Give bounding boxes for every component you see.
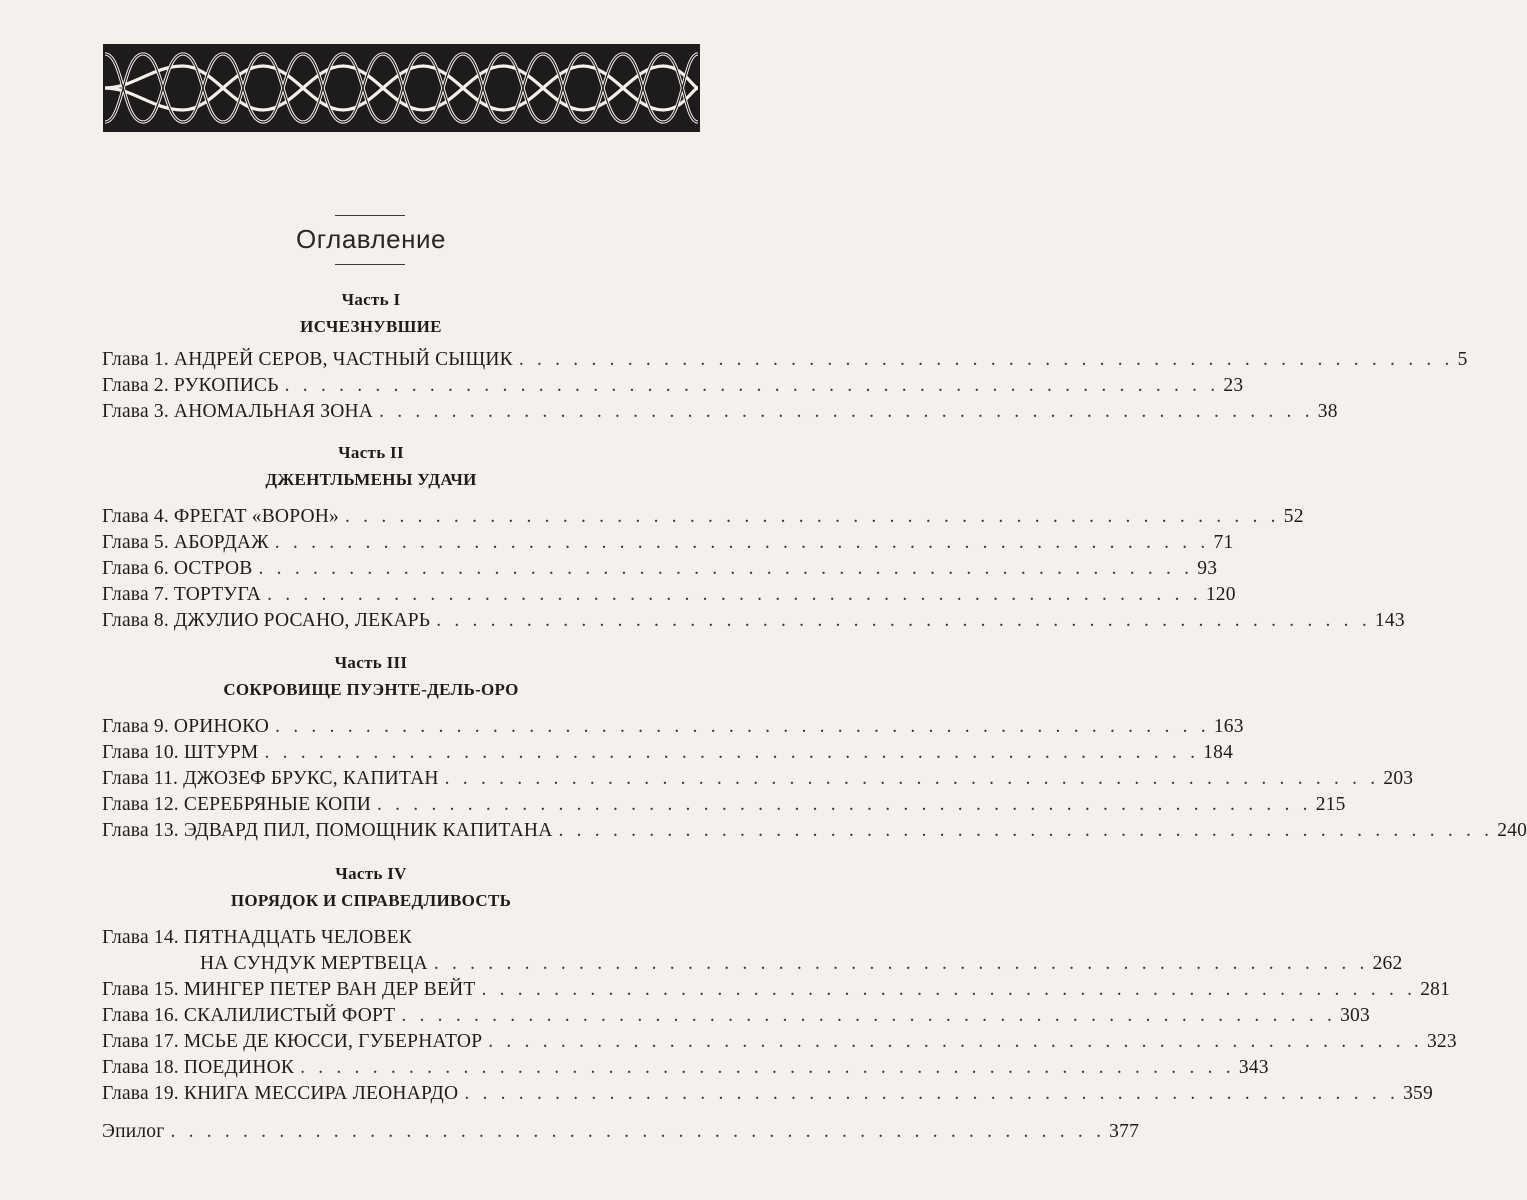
part-label: Часть IV — [335, 864, 407, 883]
page-number: 38 — [1317, 401, 1338, 422]
chapter-title: ПЯТНАДЦАТЬ ЧЕЛОВЕК — [183, 927, 412, 948]
chapter-label: Глава 3. — [102, 401, 169, 422]
heading-rule-top — [335, 215, 405, 216]
part-label: Часть III — [334, 653, 408, 672]
chapter-label: Глава 14. — [102, 927, 179, 948]
chapter-label: Глава 5. — [102, 532, 169, 553]
chapter-title: ПОЕДИНОК — [183, 1057, 295, 1078]
chapter-title: МСЬЕ ДЕ КЮССИ, ГУБЕРНАТОР — [183, 1031, 483, 1052]
toc-heading: Оглавление — [296, 224, 446, 254]
chapter-label: Глава 7. — [102, 584, 169, 605]
toc-entry[interactable] — [102, 927, 698, 953]
page-number: 215 — [1315, 794, 1346, 815]
chapter-title: АБОРДАЖ — [173, 532, 269, 553]
page-number: 377 — [1109, 1121, 1140, 1142]
dot-leader: . . . . . . . . . . . . . . . . . . . . . . . . . . . . . . . . . . . . . . . . . . . . . . . . . . . . — [464, 1083, 1400, 1104]
page-number: 184 — [1203, 742, 1234, 763]
dot-leader: . . . . . . . . . . . . . . . . . . . . . . . . . . . . . . . . . . . . . . . . . . . . . . . . . . . . — [558, 820, 1494, 841]
dot-leader: . . . . . . . . . . . . . . . . . . . . . . . . . . . . . . . . . . . . . . . . . . . . . . . . . . . . — [436, 610, 1371, 631]
page-number: 52 — [1283, 506, 1304, 527]
dot-leader: . . . . . . . . . . . . . . . . . . . . . . . . . . . . . . . . . . . . . . . . . . . . . . . . . . . . — [274, 532, 1210, 553]
chapter-title: КНИГА МЕССИРА ЛЕОНАРДО — [183, 1083, 459, 1104]
chapter-title: МИНГЕР ПЕТЕР ВАН ДЕР ВЕЙТ — [183, 979, 476, 1000]
toc-entry[interactable] — [102, 506, 1304, 532]
dot-leader: . . . . . . . . . . . . . . . . . . . . . . . . . . . . . . . . . . . . . . . . . . . . . . . . . . . . — [379, 401, 1314, 422]
dot-leader: . . . . . . . . . . . . . . . . . . . . . . . . . . . . . . . . . . . . . . . . . . . . . . . . . . . . — [401, 1005, 1337, 1026]
chapter-label: Глава 6. — [102, 558, 169, 579]
chapter-title: АНОМАЛЬНАЯ ЗОНА — [173, 401, 374, 422]
toc-entry[interactable] — [102, 584, 1236, 610]
toc-entry-epilogue[interactable] — [102, 1121, 1140, 1147]
toc-entry[interactable] — [102, 1005, 1370, 1031]
part-label: Часть I — [341, 290, 401, 309]
chapter-label: Глава 18. — [102, 1057, 179, 1078]
chapter-label: Глава 9. — [102, 716, 169, 737]
chapter-title: ОРИНОКО — [173, 716, 270, 737]
toc-entry[interactable] — [102, 742, 1234, 768]
chapter-label: Глава 16. — [102, 1005, 179, 1026]
chapter-title: ШТУРМ — [183, 742, 259, 763]
part-title: ПОРЯДОК И СПРАВЕДЛИВОСТЬ — [230, 891, 512, 910]
chapter-label: Глава 11. — [102, 768, 179, 789]
toc-entry[interactable] — [102, 558, 1218, 584]
toc-entry[interactable] — [102, 1031, 1457, 1057]
toc-entry[interactable] — [102, 1057, 1269, 1083]
part-title: ИСЧЕЗНУВШИЕ — [300, 317, 442, 336]
chapter-title: РУКОПИСЬ — [173, 375, 279, 396]
page-number: 262 — [1372, 953, 1403, 974]
heading-rule-bottom — [335, 264, 405, 265]
chapter-label: Глава 2. — [102, 375, 169, 396]
dot-leader: . . . . . . . . . . . . . . . . . . . . . . . . . . . . . . . . . . . . . . . . . . . . . . . . . . . . — [488, 1031, 1423, 1052]
dot-leader: . . . . . . . . . . . . . . . . . . . . . . . . . . . . . . . . . . . . . . . . . . . . . . . . . . . . — [377, 794, 1312, 815]
toc-entry[interactable] — [102, 820, 1527, 846]
toc-entry[interactable] — [102, 532, 1234, 558]
toc-entry[interactable] — [102, 401, 1338, 427]
part-title: СОКРОВИЩЕ ПУЭНТЕ-ДЕЛЬ-ОРО — [223, 680, 519, 699]
part-title: ДЖЕНТЛЬМЕНЫ УДАЧИ — [265, 470, 477, 489]
chapter-title: ДЖУЛИО РОСАНО, ЛЕКАРЬ — [173, 610, 431, 631]
chapter-title: ФРЕГАТ «ВОРОН» — [173, 506, 340, 527]
dot-leader: . . . . . . . . . . . . . . . . . . . . . . . . . . . . . . . . . . . . . . . . . . . . . . . . . . . . — [300, 1057, 1235, 1078]
part-label: Часть II — [338, 443, 404, 462]
celtic-knot-ornament — [103, 44, 700, 132]
page-number: 343 — [1238, 1057, 1269, 1078]
chapter-title-line2: НА СУНДУК МЕРТВЕЦА — [200, 953, 428, 974]
chapter-label: Глава 4. — [102, 506, 169, 527]
chapter-label: Глава 8. — [102, 610, 169, 631]
page-number: 359 — [1403, 1083, 1433, 1104]
chapter-title: ДЖОЗЕФ БРУКС, КАПИТАН — [183, 768, 439, 789]
chapter-label: Глава 1. — [102, 349, 169, 370]
toc-entry[interactable] — [102, 716, 1244, 742]
page-number: 23 — [1223, 375, 1244, 396]
page-number: 240 — [1497, 820, 1527, 841]
chapter-label: Глава 12. — [102, 794, 179, 815]
epilogue-label: Эпилог — [102, 1121, 165, 1142]
toc-entry[interactable] — [102, 979, 1451, 1005]
dot-leader: . . . . . . . . . . . . . . . . . . . . . . . . . . . . . . . . . . . . . . . . . . . . . . . . . . . . — [264, 742, 1200, 763]
toc-entry[interactable] — [102, 610, 1405, 636]
toc-entry[interactable] — [102, 375, 1244, 401]
dot-leader: . . . . . . . . . . . . . . . . . . . . . . . . . . . . . . . . . . . . . . . . . . . . . . . . . . . . — [275, 716, 1210, 737]
chapter-title: ОСТРОВ — [173, 558, 253, 579]
chapter-title: ТОРТУГА — [173, 584, 262, 605]
chapter-label: Глава 10. — [102, 742, 179, 763]
toc-entry[interactable] — [102, 349, 1468, 375]
chapter-title: СКАЛИЛИСТЫЙ ФОРТ — [183, 1005, 396, 1026]
toc-entry[interactable] — [102, 768, 1414, 794]
toc-entry-continuation[interactable] — [200, 953, 1403, 979]
chapter-label: Глава 15. — [102, 979, 179, 1000]
page-number: 203 — [1383, 768, 1414, 789]
dot-leader: . . . . . . . . . . . . . . . . . . . . . . . . . . . . . . . . . . . . . . . . . . . . . . . . . . . . — [267, 584, 1202, 605]
dot-leader: . . . . . . . . . . . . . . . . . . . . . . . . . . . . . . . . . . . . . . . . . . . . . . . . . . . . — [481, 979, 1417, 1000]
dot-leader: . . . . . . . . . . . . . . . . . . . . . . . . . . . . . . . . . . . . . . . . . . . . . . . . . . . . — [345, 506, 1280, 527]
page-number: 5 — [1457, 349, 1468, 370]
chapter-title: АНДРЕЙ СЕРОВ, ЧАСТНЫЙ СЫЩИК — [173, 349, 513, 370]
dot-leader: . . . . . . . . . . . . . . . . . . . . . . . . . . . . . . . . . . . . . . . . . . . . . . . . . . . . — [433, 953, 1369, 974]
page-number: 163 — [1213, 716, 1244, 737]
page-number: 120 — [1205, 584, 1236, 605]
toc-entry[interactable] — [102, 1083, 1433, 1109]
dot-leader: . . . . . . . . . . . . . . . . . . . . . . . . . . . . . . . . . . . . . . . . . . . . . . . . . . . . — [518, 349, 1454, 370]
dot-leader: . . . . . . . . . . . . . . . . . . . . . . . . . . . . . . . . . . . . . . . . . . . . . . . . . . . . — [170, 1121, 1106, 1142]
chapter-label: Глава 13. — [102, 820, 179, 841]
page-number: 303 — [1340, 1005, 1370, 1026]
page-number: 323 — [1426, 1031, 1457, 1052]
page-number: 143 — [1374, 610, 1405, 631]
toc-entry[interactable] — [102, 794, 1346, 820]
page-number: 71 — [1213, 532, 1234, 553]
chapter-label: Глава 19. — [102, 1083, 179, 1104]
dot-leader: . . . . . . . . . . . . . . . . . . . . . . . . . . . . . . . . . . . . . . . . . . . . . . . . . . . . — [444, 768, 1380, 789]
chapter-label: Глава 17. — [102, 1031, 179, 1052]
page-number: 93 — [1197, 558, 1218, 579]
chapter-title: СЕРЕБРЯНЫЕ КОПИ — [183, 794, 371, 815]
chapter-title: ЭДВАРД ПИЛ, ПОМОЩНИК КАПИТАНА — [183, 820, 553, 841]
dot-leader: . . . . . . . . . . . . . . . . . . . . . . . . . . . . . . . . . . . . . . . . . . . . . . . . . . . . — [284, 375, 1220, 396]
page-number: 281 — [1420, 979, 1451, 1000]
dot-leader: . . . . . . . . . . . . . . . . . . . . . . . . . . . . . . . . . . . . . . . . . . . . . . . . . . . . — [258, 558, 1194, 579]
